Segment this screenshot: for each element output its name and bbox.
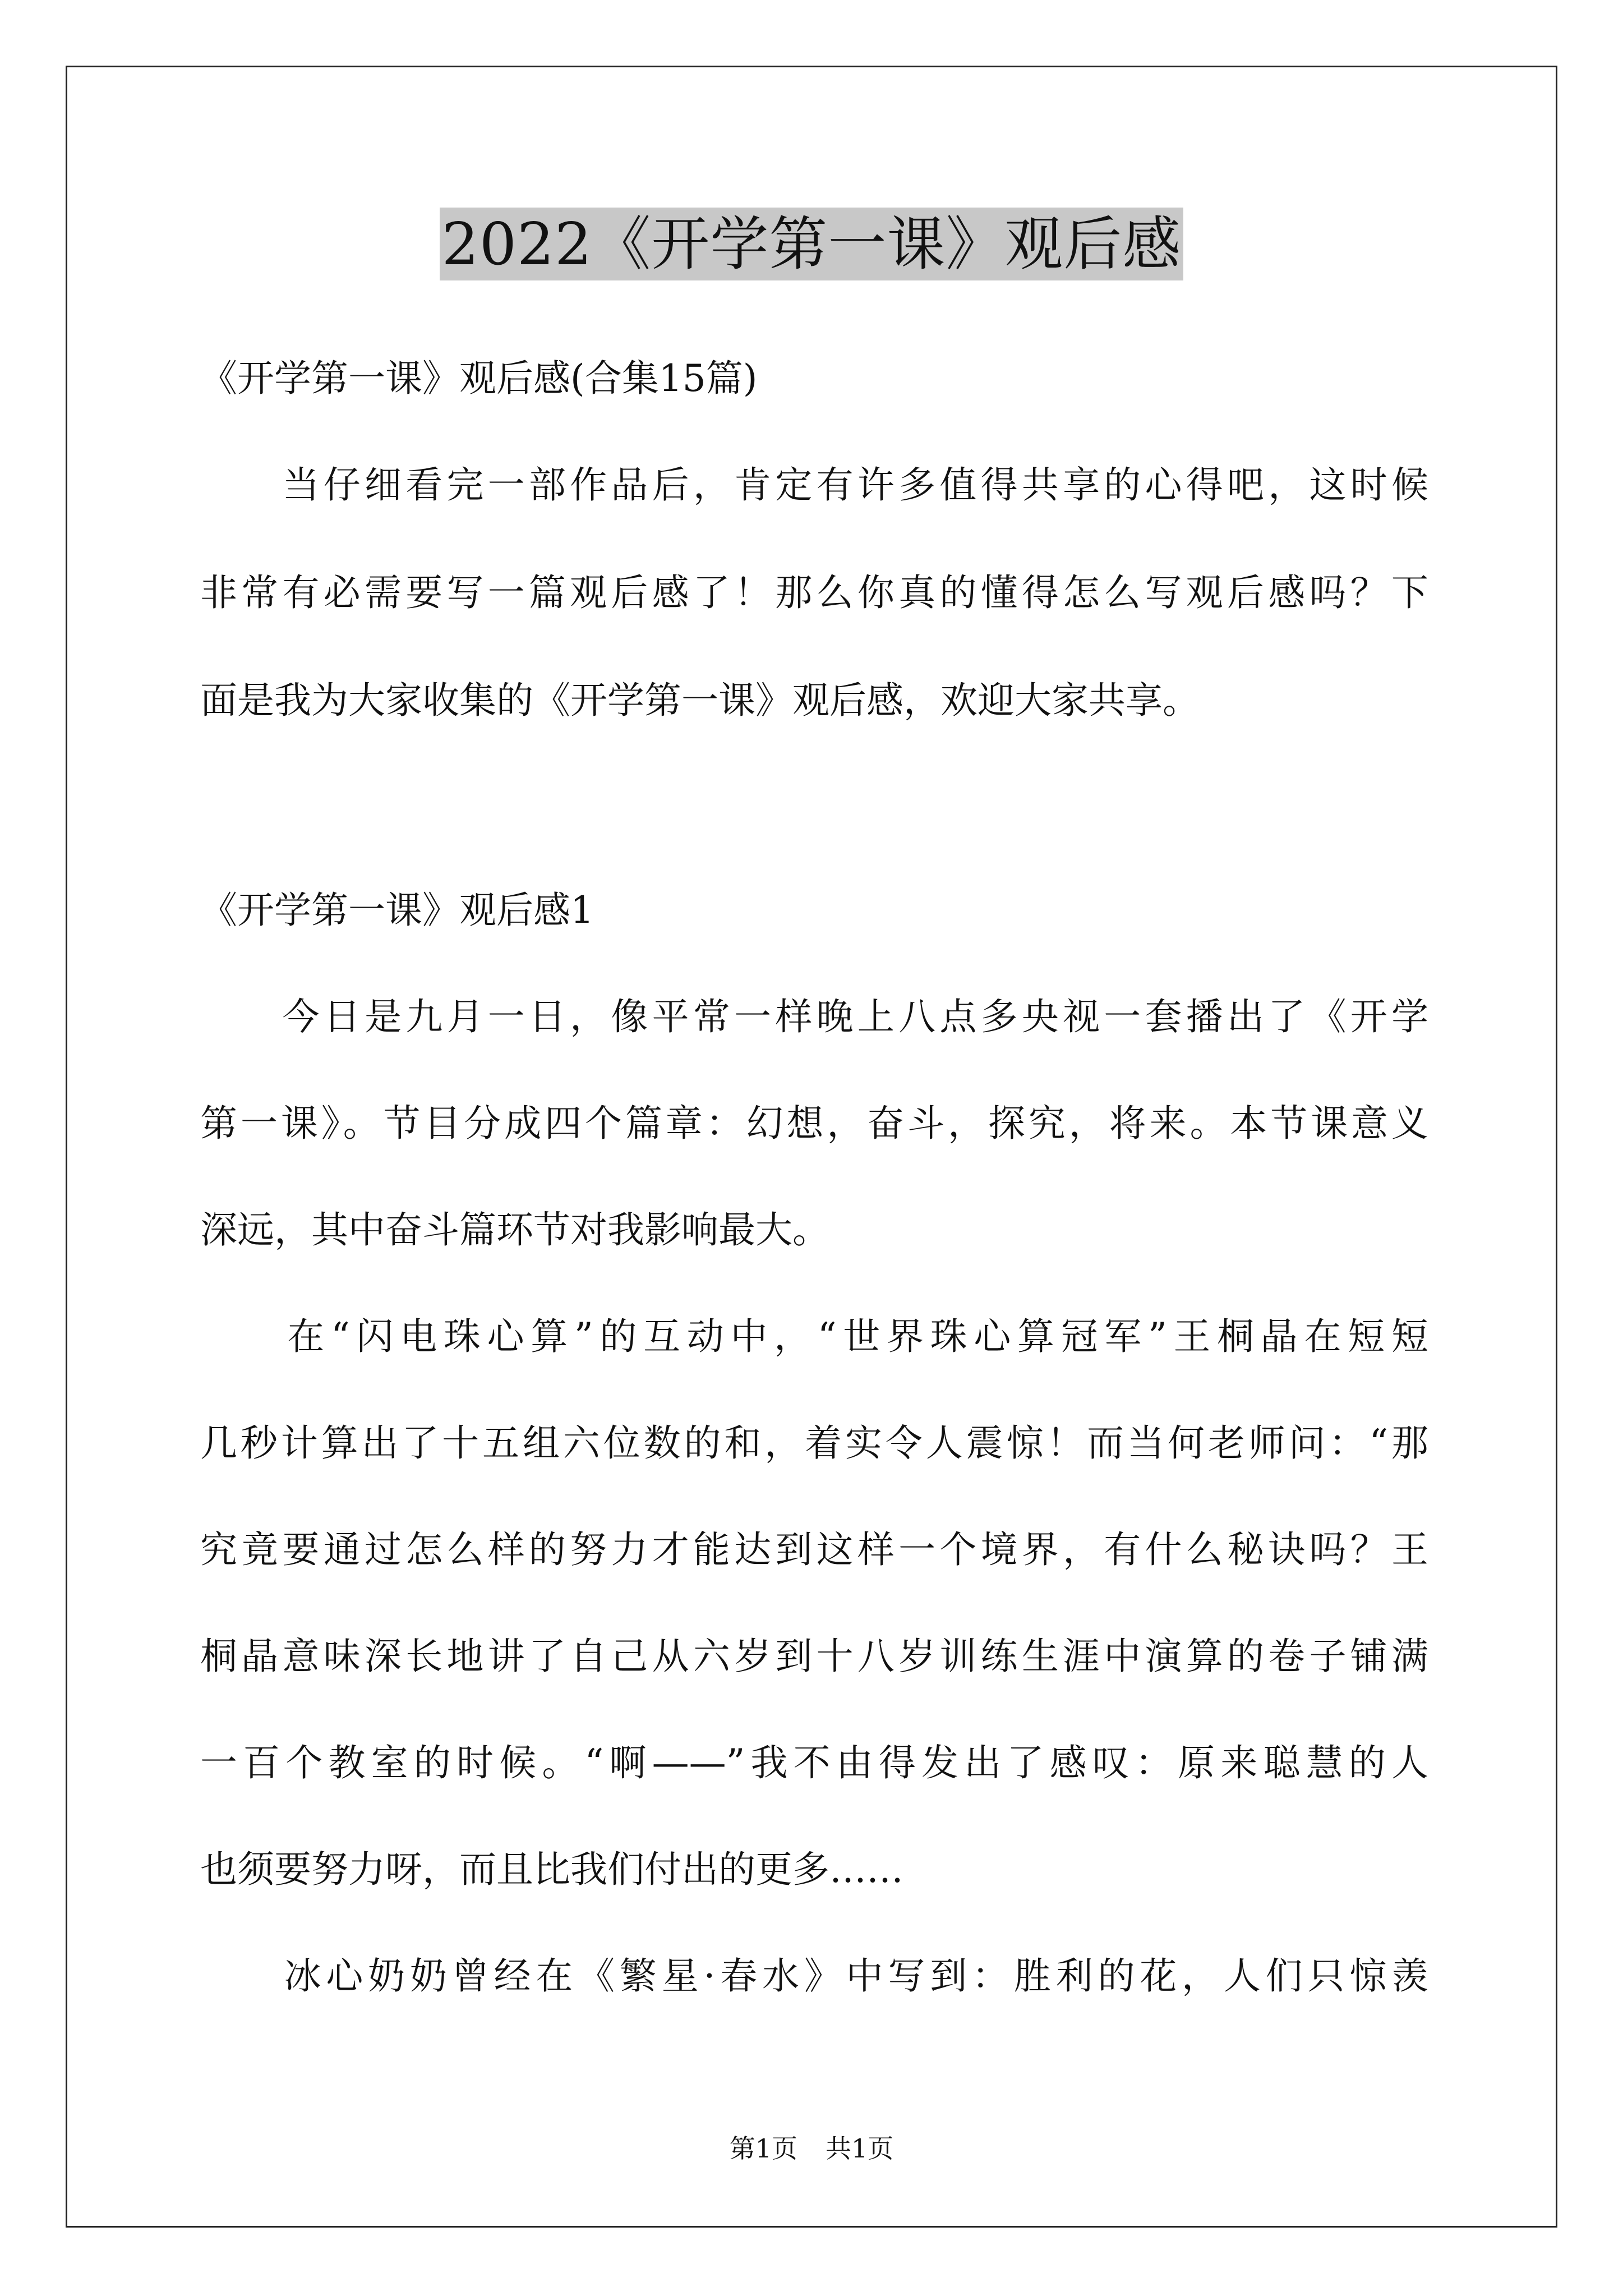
paragraph-line: 一百个教室的时候。“啊——”我不由得发出了感叹：原来聪慧的人 — [200, 1741, 1428, 1784]
document-title: 2022《开学第一课》观后感 — [440, 208, 1184, 280]
paragraph-line: 深远，其中奋斗篇环节对我影响最大。 — [200, 1208, 829, 1251]
paragraph-line: 冰心奶奶曾经在《繁星·春水》中写到：胜利的花，人们只惊羡 — [200, 1954, 1428, 1998]
intro-line: 面是我为大家收集的《开学第一课》观后感，欢迎大家共享。 — [200, 679, 1200, 722]
paragraph-line: 也须要努力呀，而且比我们付出的更多…… — [200, 1848, 903, 1891]
page-footer — [0, 2132, 1623, 2165]
section-heading: 《开学第一课》观后感1 — [200, 889, 594, 932]
paragraph-line: 桐晶意味深长地讲了自己从六岁到十八岁训练生涯中演算的卷子铺满 — [200, 1635, 1428, 1678]
page-total: 共1页 — [826, 2133, 894, 2164]
intro-line: 非常有必需要写一篇观后感了！那么你真的懂得怎么写观后感吗？下 — [200, 571, 1428, 614]
intro-line: 当仔细看完一部作品后，肯定有许多值得共享的心得吧，这时候 — [200, 463, 1428, 507]
page-number: 第1页 — [729, 2133, 797, 2164]
paragraph-line: 今日是九月一日，像平常一样晚上八点多央视一套播出了《开学 — [200, 995, 1428, 1038]
paragraph-line: 在“闪电珠心算”的互动中，“世界珠心算冠军”王桐晶在短短 — [200, 1315, 1428, 1358]
paragraph-line: 几秒计算出了十五组六位数的和，着实令人震惊！而当何老师问：“那 — [200, 1421, 1428, 1465]
paragraph-line: 究竟要通过怎么样的努力才能达到这样一个境界，有什么秘诀吗？王 — [200, 1528, 1428, 1571]
subtitle: 《开学第一课》观后感(合集15篇) — [200, 357, 758, 400]
title-container — [0, 208, 1623, 280]
paragraph-line: 第一课》。节目分成四个篇章：幻想，奋斗，探究，将来。本节课意义 — [200, 1102, 1428, 1145]
